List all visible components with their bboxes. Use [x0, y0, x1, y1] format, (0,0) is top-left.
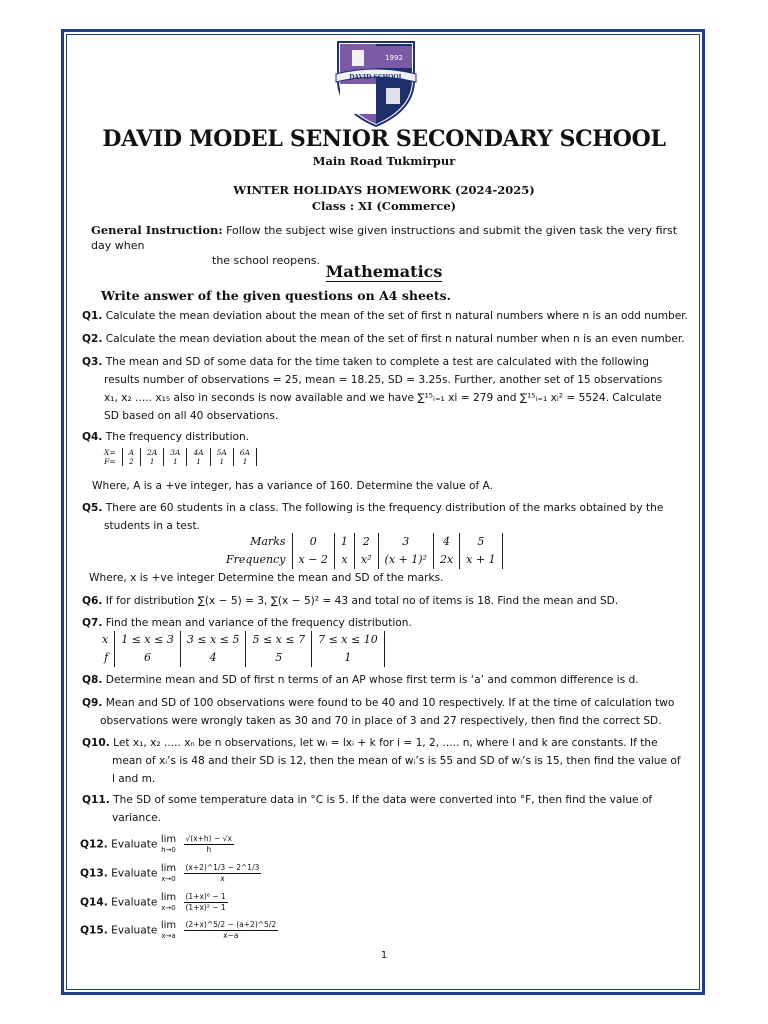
question-number: Q11.	[82, 794, 110, 806]
question-6	[82, 592, 694, 610]
question-text-line-2: variance.	[112, 812, 161, 824]
frequency-value: 5	[246, 649, 312, 667]
question-1	[82, 307, 694, 325]
frequency-value: 6	[115, 649, 181, 667]
question-8	[82, 671, 694, 689]
question-number: Q10.	[82, 737, 110, 749]
frequency-value: 1	[312, 649, 385, 667]
question-number: Q13.	[80, 867, 108, 880]
subject-heading	[0, 262, 768, 281]
question-number: Q8.	[82, 674, 103, 686]
question-text: The mean and SD of some data for the time taken to complete a test are calculated with the following	[105, 356, 649, 368]
marks-value: 5	[460, 533, 502, 551]
instruction-label: General Instruction:	[91, 223, 223, 237]
question-12	[80, 834, 692, 855]
question-5	[82, 499, 694, 535]
question-14	[80, 892, 692, 913]
frequency-label: Frequency	[226, 553, 286, 566]
question-7	[82, 614, 694, 632]
limit-operator: lim x→0	[160, 862, 177, 883]
homework-title: WINTER HOLIDAYS HOMEWORK (2024-2025)	[233, 183, 535, 197]
question-number: Q4.	[82, 431, 103, 443]
question-text: Evaluate	[111, 838, 158, 851]
question-number: Q15.	[80, 924, 108, 937]
instruction-line-2: the school reopens.	[212, 254, 321, 267]
marks-label: Marks	[250, 535, 286, 548]
limit-operator: lim h→0	[160, 833, 177, 854]
question-text: Find the mean and variance of the frequency distribution.	[105, 617, 412, 629]
q4-frequency-table	[98, 448, 257, 466]
question-text-line-3: x₁, x₂ ..... x₁₅ also in seconds is now available and we have ∑¹⁵ᵢ₌₁ xi = 279 and ∑¹⁵ᵢ₌₁ xᵢ² = 5524. Calculate	[104, 392, 662, 404]
frequency-value: x − 2	[292, 551, 334, 569]
question-text: Let x₁, x₂ ..... xₙ be n observations, let wᵢ = lxᵢ + k for i = 1, 2, ..... n, where l and k are constants. If the	[113, 737, 658, 749]
question-text: Evaluate	[111, 924, 158, 937]
school-logo	[330, 36, 422, 128]
logo-year: 1992	[385, 54, 403, 62]
question-9	[82, 694, 694, 730]
question-text-line-2: students in a test.	[104, 520, 200, 532]
question-number: Q14.	[80, 896, 108, 909]
question-15	[80, 920, 692, 941]
question-text: The SD of some temperature data in °C is 5. If the data were converted into °F, then find the value of	[113, 794, 653, 806]
question-text: Calculate the mean deviation about the mean of the set of first n natural numbers where n is an odd number.	[105, 310, 689, 322]
frequency-value: x + 1	[460, 551, 502, 569]
school-name: DAVID MODEL SENIOR SECONDARY SCHOOL	[102, 126, 666, 152]
class-interval: 5 ≤ x ≤ 7	[246, 631, 312, 649]
question-text: Mean and SD of 100 observations were found to be 40 and 10 respectively. If at the time of calculation two	[105, 697, 675, 709]
question-number: Q1.	[82, 310, 103, 322]
class-label: Class : XI (Commerce)	[311, 199, 457, 213]
x-value: 3A	[164, 448, 187, 457]
limit-operator: lim x→a	[160, 919, 177, 940]
question-text-line-2: mean of xᵢ’s is 48 and their SD is 12, then the mean of wᵢ’s is 55 and SD of wᵢ’s is 15, then find the value of	[112, 755, 681, 767]
question-text-line-2: observations were wrongly taken as 30 and 70 in place of 3 and 27 respectively, then find the correct SD.	[100, 715, 662, 727]
x-label: X=	[104, 448, 116, 457]
marks-value: 2	[354, 533, 378, 551]
page-number: 1	[380, 950, 388, 961]
x-label: x	[102, 633, 109, 646]
question-13	[80, 863, 692, 884]
question-4-followup: Where, A is a +ve integer, has a variance of 160. Determine the value of A.	[92, 480, 493, 492]
subject-title: Mathematics	[325, 262, 443, 281]
f-value: 1	[210, 457, 233, 466]
f-value: 1	[164, 457, 187, 466]
f-value: 1	[187, 457, 210, 466]
x-value: 2A	[141, 448, 164, 457]
f-value: 1	[233, 457, 256, 466]
question-5-followup: Where, x is +ve integer Determine the mean and SD of the marks.	[89, 572, 444, 584]
question-number: Q9.	[82, 697, 103, 709]
question-text: Determine mean and SD of first n terms of an AP whose first term is ‘a’ and common difference is d.	[105, 674, 639, 686]
instruction-line-1: Follow the subject wise given instructions and submit the given task the very first day when	[91, 224, 678, 252]
limit-operator: lim x→0	[160, 891, 177, 912]
question-number: Q12.	[80, 838, 108, 851]
marks-value: 0	[292, 533, 334, 551]
limit-fraction: $\frac{(x+2)\^{}1/3 - 2\^{}1/3}{x}$	[185, 863, 260, 883]
question-11	[82, 791, 694, 827]
question-text: If for distribution ∑(x − 5) = 3, ∑(x − 5)² = 43 and total no of items is 18. Find the mean and SD.	[105, 595, 619, 607]
f-value: 1	[141, 457, 164, 466]
q7-frequency-table	[96, 631, 385, 667]
frequency-value: x²	[354, 551, 378, 569]
question-10	[82, 734, 694, 788]
frequency-value: 4	[180, 649, 246, 667]
logo-ribbon-text: DAVID SCHOOL	[349, 74, 403, 81]
question-text-line-3: l and m.	[112, 773, 156, 785]
question-text: There are 60 students in a class. The following is the frequency distribution of the marks obtained by the	[105, 502, 664, 514]
x-value: 6A	[233, 448, 256, 457]
x-value: 5A	[210, 448, 233, 457]
frequency-value: (x + 1)²	[378, 551, 433, 569]
question-3	[82, 353, 694, 425]
marks-value: 1	[334, 533, 354, 551]
class-interval: 1 ≤ x ≤ 3	[115, 631, 181, 649]
question-text: Evaluate	[111, 867, 158, 880]
question-number: Q6.	[82, 595, 103, 607]
limit-fraction: $\frac{(2+x)\^{}5/2 - (a+2)\^{}5/2}{x-a}$	[185, 920, 277, 940]
q5-marks-table	[220, 533, 503, 569]
question-4	[82, 428, 694, 446]
question-number: Q3.	[82, 356, 103, 368]
frequency-value: x	[334, 551, 354, 569]
f-label: F=	[104, 457, 116, 466]
question-number: Q2.	[82, 333, 103, 345]
question-text: Evaluate	[111, 896, 158, 909]
question-text: Calculate the mean deviation about the mean of the set of first n natural number when n is an even number.	[105, 333, 685, 345]
question-2	[82, 330, 694, 348]
limit-fraction: $\frac{√(x+h) - √x}{h}$	[185, 834, 232, 854]
question-number: Q5.	[82, 502, 103, 514]
question-number: Q7.	[82, 617, 103, 629]
x-value: A	[122, 448, 140, 457]
lead-instruction: Write answer of the given questions on A4 sheets.	[101, 288, 452, 303]
f-label: f	[104, 651, 109, 664]
x-value: 4A	[187, 448, 210, 457]
question-text-line-2: results number of observations = 25, mean = 18.25, SD = 3.25s. Further, another set of 15 observations	[104, 374, 663, 386]
frequency-value: 2x	[433, 551, 459, 569]
school-address: Main Road Tukmirpur	[312, 154, 456, 168]
class-interval: 3 ≤ x ≤ 5	[180, 631, 246, 649]
marks-value: 4	[433, 533, 459, 551]
limit-fraction: $\frac{\text{(1+x)⁶ − 1}}{\text{(1+x)² − 1}}$	[185, 892, 226, 912]
question-text-line-4: SD based on all 40 observations.	[104, 410, 279, 422]
question-text: The frequency distribution.	[105, 431, 250, 443]
f-value: 2	[122, 457, 140, 466]
class-interval: 7 ≤ x ≤ 10	[312, 631, 385, 649]
marks-value: 3	[378, 533, 433, 551]
